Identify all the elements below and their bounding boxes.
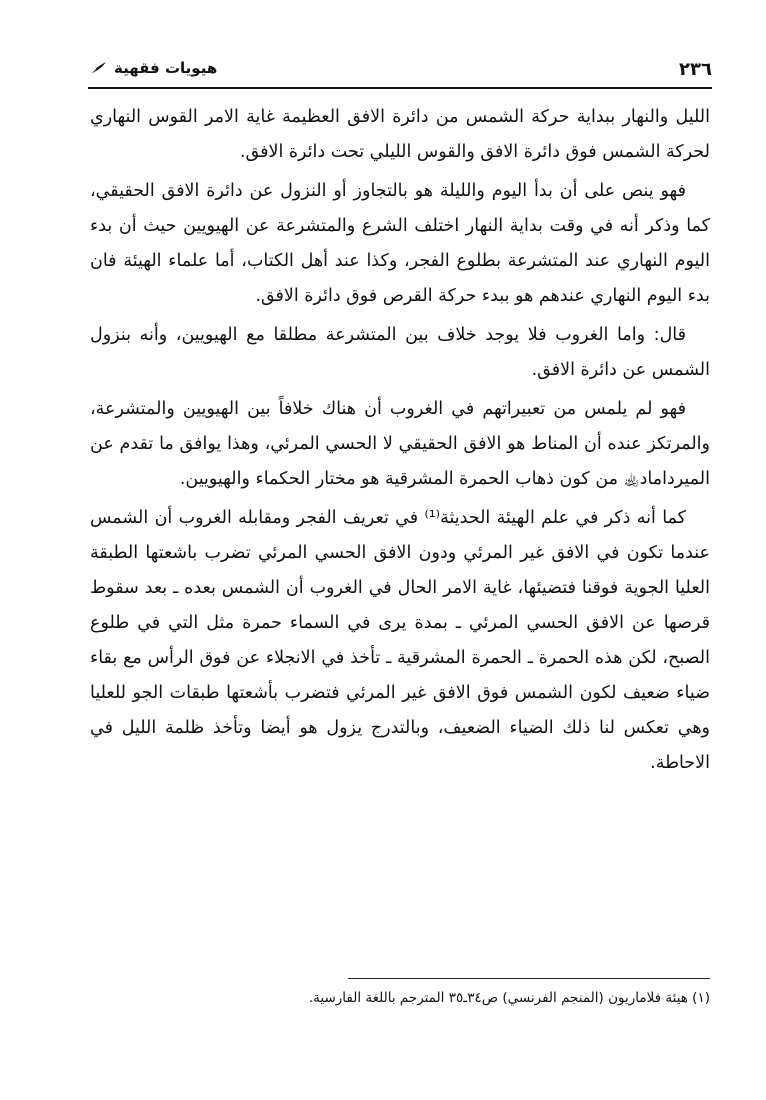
paragraph-continuation: الليل والنهار ببداية حركة الشمس من دائرة الافق العظيمة غاية الامر القوس النهاري لحركة الشمس فوق دائرة الافق والقوس الليلي تحت دائرة الافق. (90, 107, 710, 162)
main-text (90, 100, 710, 785)
paragraph: قال: واما الغروب فلا يوجد خلاف بين المتشرعة مطلقا مع الهيويين، وأنه بنزول الشمس عن دائرة الافق. (90, 325, 710, 380)
paragraph: كما أنه ذكر في علم الهيئة الحديثة⁽¹⁾ في تعريف الفجر ومقابله الغروب أن الشمس عندما تكون في الافق غير المرئي ودون الافق الحسي المرئي تضرب باشعتها الطبقة العليا الجوية فوقنا فتضيئها، غاية الامر الحال في الغروب أن الشمس بعده ـ بعد سقوط قرصها عن الافق الحسي المرئي ـ بمدة يرى في السماء حمرة مثل التي في طلوع الصبح، لكن هذه الحمرة ـ الحمرة المشرقية ـ تأخذ في الانجلاء عن فوق الرأس مع بقاء ضياء ضعيف لكون الشمس فوق الافق غير المرئي فتضرب بأشعتها طبقات الجو للعليا وهي تعكس لنا ذلك الضياء الضعيف، وبالتدرج يزول هو أيضا وتأخذ ظلمة الليل في الاحاطة. (90, 508, 710, 773)
quill-icon (88, 60, 108, 76)
footnote-rule (348, 978, 710, 979)
footnote: (١) هيئة فلاماريون (المنجم الفرنسي) ص٣٤ـ٣٥ المترجم باللغة الفارسية. (308, 990, 710, 1006)
book-title: هيويات فقهية (114, 59, 218, 77)
paragraph: فهو لم يلمس من تعبيراتهم في الغروب أن هناك خلافاً بين الهيويين والمتشرعة، والمرتكز عنده أن المناط هو الافق الحقيقي لا الحسي المرئي، وهذا يوافق ما تقدم عن الميرداماد﵀ من كون ذهاب الحمرة المشرقية هو مختار الحكماء والهيويين. (90, 399, 710, 489)
header-rule (88, 87, 712, 89)
book-title-group (88, 59, 217, 77)
paragraph: فهو ينص على أن بدأ اليوم والليلة هو بالتجاوز أو النزول عن دائرة الافق الحقيقي، كما وذكر أنه في وقت بداية النهار اختلف الشرع والمتشرعة عن الهيويين حيث أن بدء اليوم النهاري عند المتشرعة بطلوع الفجر، وكذا عند أهل الكتاب، أما علماء الهيئة فان بدء اليوم النهاري عندهم هو ببدء حركة القرص فوق دائرة الافق. (90, 181, 710, 306)
running-header (88, 57, 712, 87)
page-number: ٢٣٦ (679, 59, 712, 80)
